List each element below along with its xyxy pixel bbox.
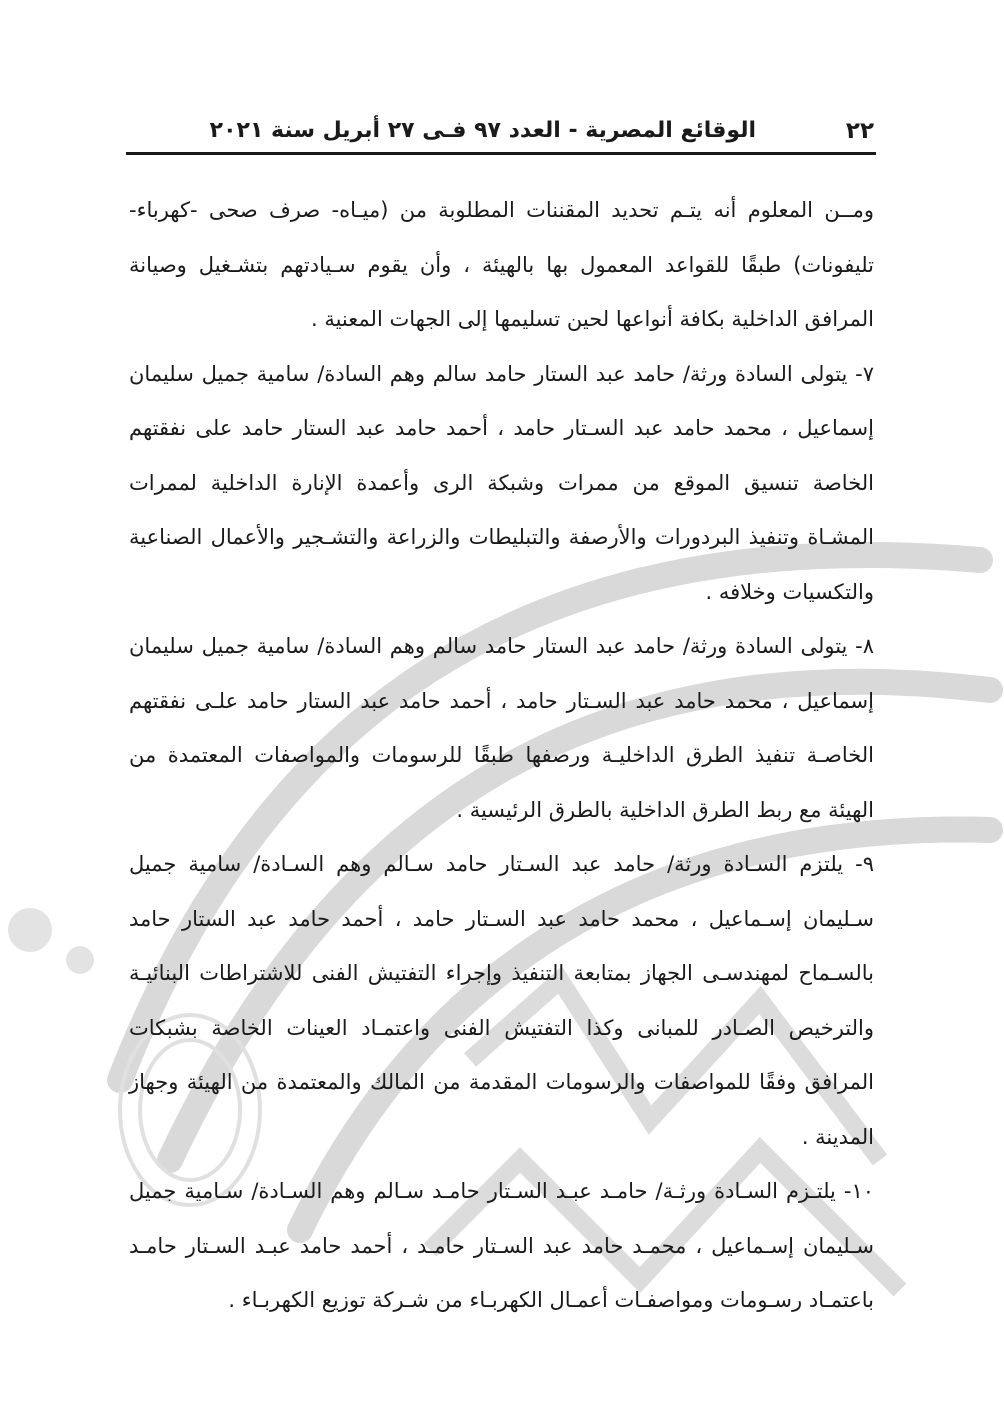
- header-divider: [126, 152, 876, 155]
- paragraph-utilities: ومــن المعلوم أنه يتـم تحديد المقننات المطلوبة من (ميـاه- صرف صحى -كهرباء- تليفونات) طبقًا للقواعد المعمول بها بالهيئة ، وأن يقوم سـيادتهم بتشـغيل وصيانة المرافق الداخلية بكافة أنواعها لحين تسليمها إلى الجهات المعنية .: [129, 198, 874, 331]
- page-number: ٢٢: [845, 118, 874, 144]
- gazette-title: الوقائع المصرية - العدد ٩٧ فـى ٢٧ أبريل سنة ٢٠٢١: [209, 118, 756, 143]
- paragraph-clause-8: ٨- يتولى السادة ورثة/ حامد عبد الستار حامد سالم وهم السادة/ سامية جميل سليمان إسماعيل ، محمد حامد عبد السـتار حامد ، أحمد حامد عبد الستار حامد علـى نفقتهم الخاصـة تنفيذ الطرق الداخليـة ورصفها طبقًا للرسومات والمواصفات المعتمدة من الهيئة مع ربط الطرق الداخلية بالطرق الرئيسية .: [129, 634, 874, 822]
- paragraph-clause-10: ١٠- يلتـزم السـادة ورثـة/ حامـد عبـد السـتار حامـد سـالم وهم السـادة/ سـامية جميل سـليمان إسـماعيل ، محمـد حامد عبد السـتار حامـد ، أحمد حامد عبـد السـتار حامـد باعتمـاد رسـومات ومواصفـات أعمـال الكهربـاء من شـركة توزيع الكهربـاء .: [129, 1179, 874, 1312]
- paragraph-clause-7: ٧- يتولى السادة ورثة/ حامد عبد الستار حامد سالم وهم السادة/ سامية جميل سليمان إسماعيل ، محمد حامد عبد السـتار حامد ، أحمد حامد عبد الستار حامد على نفقتهم الخاصة تنسيق الموقع من ممرات وشبكة الرى وأعمدة الإنارة الداخلية لممرات المشـاة وتنفيذ البردورات والأرصفة والتبليطات والزراعة والتشـجير والأعمال الصناعية والتكسيات وخلافه .: [129, 361, 874, 604]
- document-body: [129, 183, 874, 1328]
- paragraph-clause-9: ٩- يلتزم السـادة ورثة/ حامد عبد السـتار حامد سـالم وهم السـادة/ سامية جميل سـليمان إسـماعيل ، محمد حامد عبد السـتار حامد ، أحمد حامد عبد الستار حامد بالسـماح لمهندسـى الجهاز بمتابعة التنفيذ وإجراء التفتيش الفنى للاشتراطات البنائيـة والترخيص الصـادر للمبانى وكذا التفتيش الفنى واعتمـاد العينات الخاصة بشبكات المرافق وفقًا للمواصفات والرسومات المقدمة من المالك والمعتمدة من الهيئة وجهاز المدينة .: [129, 852, 874, 1149]
- page-header: [129, 118, 874, 154]
